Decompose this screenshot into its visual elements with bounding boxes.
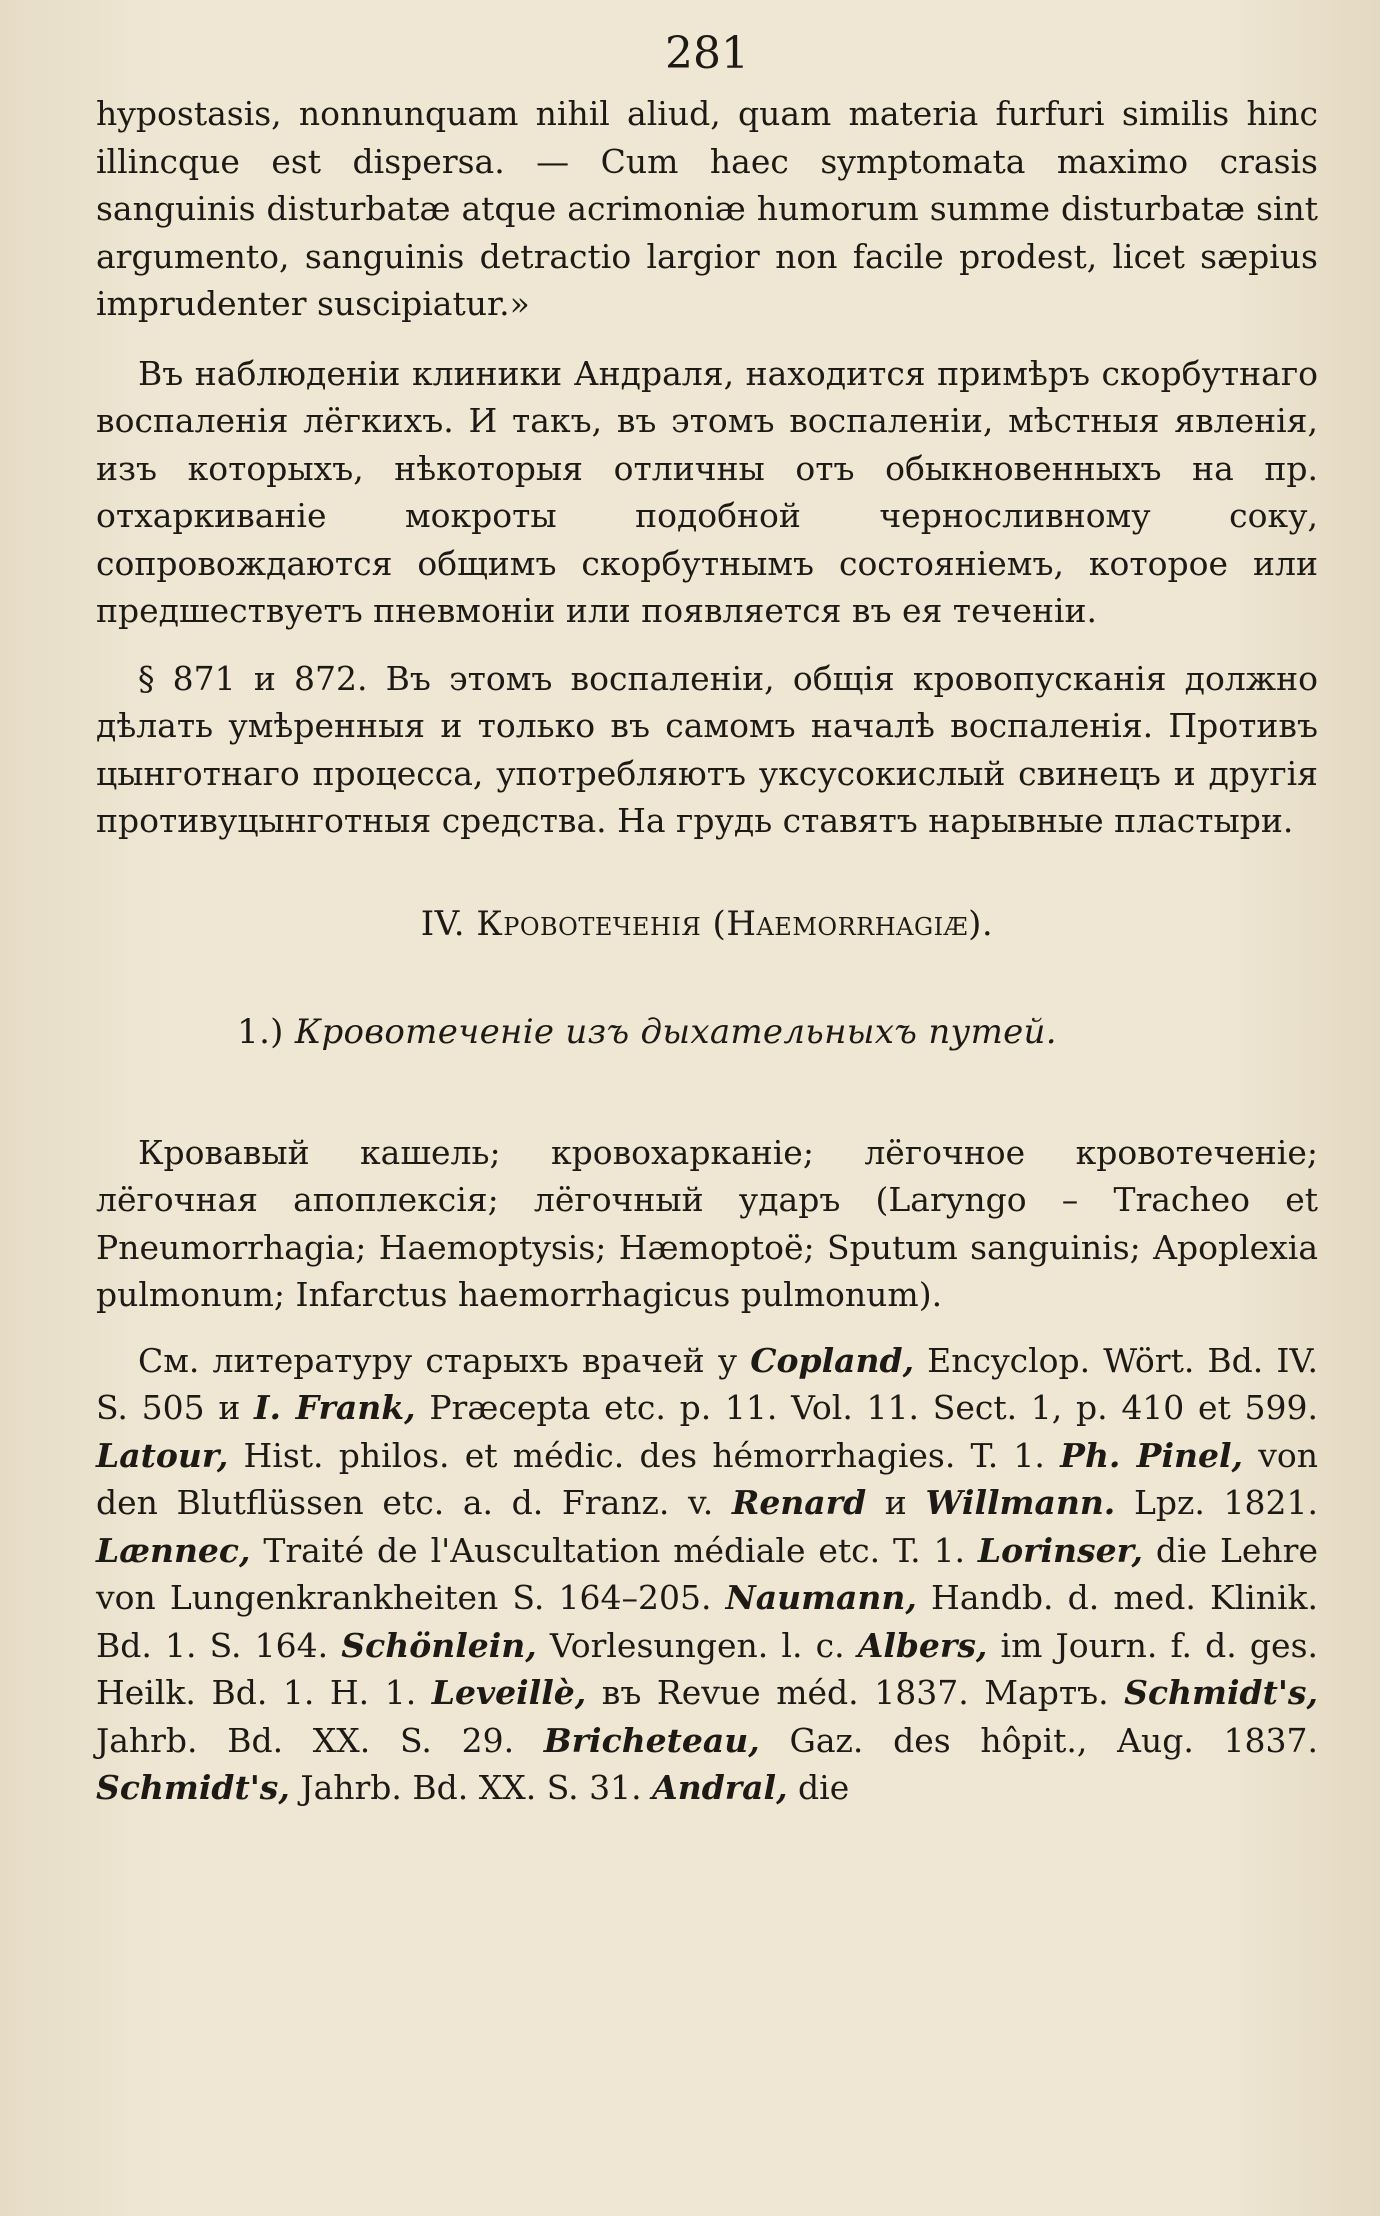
- ref-author: Ph. Pinel,: [1060, 1435, 1244, 1475]
- ref-author: Renard: [731, 1483, 867, 1522]
- ref-author: Lorinser,: [977, 1530, 1144, 1570]
- ref-text: Præcepta etc. p. 11. Vol. 11. Sect. 1, p. 410 et 599.: [415, 1388, 1318, 1427]
- ref-author: Copland,: [750, 1340, 915, 1380]
- ref-text: Gaz. des hôpit., Aug. 1837.: [759, 1720, 1318, 1760]
- ref-text: die Lehre von Lungenkrankheiten S. 164–205.: [96, 1530, 1318, 1617]
- ref-author: Leveillè,: [431, 1673, 587, 1712]
- section-871-paragraph: § 871 и 872. Въ этомъ воспаленіи, общія кровопусканія должно дѣлать умѣренныя и только въ самомъ началѣ воспаленія. Противъ цынготнаго процесса, употребляютъ уксусокислый свинецъ и другія противуцынготныя средства. На грудь ставятъ нарывные пластыри.: [96, 658, 1318, 840]
- ref-text: Vorlesungen. l. c.: [536, 1625, 858, 1665]
- ref-text: Jahrb. Bd. XX. S. 31.: [289, 1768, 653, 1807]
- ref-author: Schmidt's,: [1124, 1673, 1318, 1712]
- ref-author: Lænnec,: [96, 1530, 251, 1570]
- ref-text: Handb. d. med. Klinik. Bd. 1. S. 164.: [96, 1578, 1319, 1665]
- ref-text: въ Revue méd. 1837. Мартъ.: [586, 1673, 1125, 1712]
- section-number: 1.): [237, 1011, 284, 1052]
- ref-text: Encyclop. Wört. Bd. IV. S. 505 и: [96, 1340, 1318, 1427]
- ref-text: Lpz. 1821.: [1115, 1483, 1318, 1522]
- andral-case-paragraph: Въ наблюденіи клиники Андраля, находится примѣръ скорбутнаго воспаленія лёгкихъ. И такъ, въ этомъ воспаленіи, мѣстныя явленія, изъ которыхъ, нѣкоторыя отличны отъ обыкновенныхъ на пр. отхаркиваніе мокроты подобной черносливному соку, сопровождаются общимъ скорбутнымъ состояніемъ, которое или предшествуетъ пневмоніи или появляется въ ея теченіи.: [96, 353, 1318, 630]
- ref-author: Schmidt's,: [96, 1768, 290, 1807]
- chapter-heading: IV. Кровотеченія (Haemorrhagiæ).: [420, 903, 994, 944]
- ref-author: I. Frank,: [254, 1388, 416, 1427]
- ref-author: Andral,: [652, 1768, 788, 1807]
- ref-author: Bricheteau,: [543, 1720, 760, 1760]
- ref-author: Albers,: [857, 1625, 988, 1665]
- page-number: 281: [665, 28, 749, 79]
- synonyms-paragraph: Кровавый кашель; кровохарканіе; лёгочное кровотеченіе; лёгочная апоплексія; лёгочный ударъ (Laryngo – Tracheo et Pneumorrhagia; Haemoptysis; Hæmoptoë; Sputum sanguinis; Apoplexia pulmonum; Infarctus haemorrhagicus pulmonum).: [96, 1132, 1318, 1314]
- ref-text: См. литературу старыхъ врачей у: [138, 1340, 751, 1380]
- latin-quote-paragraph: hypostasis, nonnunquam nihil aliud, quam materia furfuri similis hinc illincque est dispersa. — Cum haec symptomata maximo crasis sanguinis disturbatæ atque acrimoniæ humorum summe disturbatæ sint argumento, sanguinis detractio largior non facile prodest, licet sæpius imprudenter suscipiatur.»: [96, 94, 1318, 323]
- ref-text: и: [866, 1483, 926, 1522]
- references-paragraph: [96, 1337, 1318, 1812]
- ref-author: Latour,: [96, 1435, 229, 1475]
- ref-text: im Journ. f. d. ges. Heilk. Bd. 1. H. 1.: [96, 1625, 1319, 1712]
- ref-text: Hist. philos. et médic. des hémorrhagies. T. 1.: [228, 1435, 1061, 1475]
- ref-text: von den Blutflüssen etc. a. d. Franz. v.: [96, 1435, 1318, 1522]
- ref-author: Schönlein,: [341, 1625, 537, 1665]
- ref-author: Naumann,: [725, 1578, 917, 1617]
- ref-text: Jahrb. Bd. XX. S. 29.: [96, 1720, 544, 1760]
- section-heading: [96, 1007, 1318, 1057]
- ref-text: die: [787, 1768, 850, 1807]
- section-title: Кровотеченіе изъ дыхательныхъ путей.: [294, 1011, 1057, 1052]
- ref-text: Traité de l'Auscultation médiale etc. T. 1.: [250, 1530, 978, 1570]
- ref-author: Willmann.: [925, 1483, 1116, 1522]
